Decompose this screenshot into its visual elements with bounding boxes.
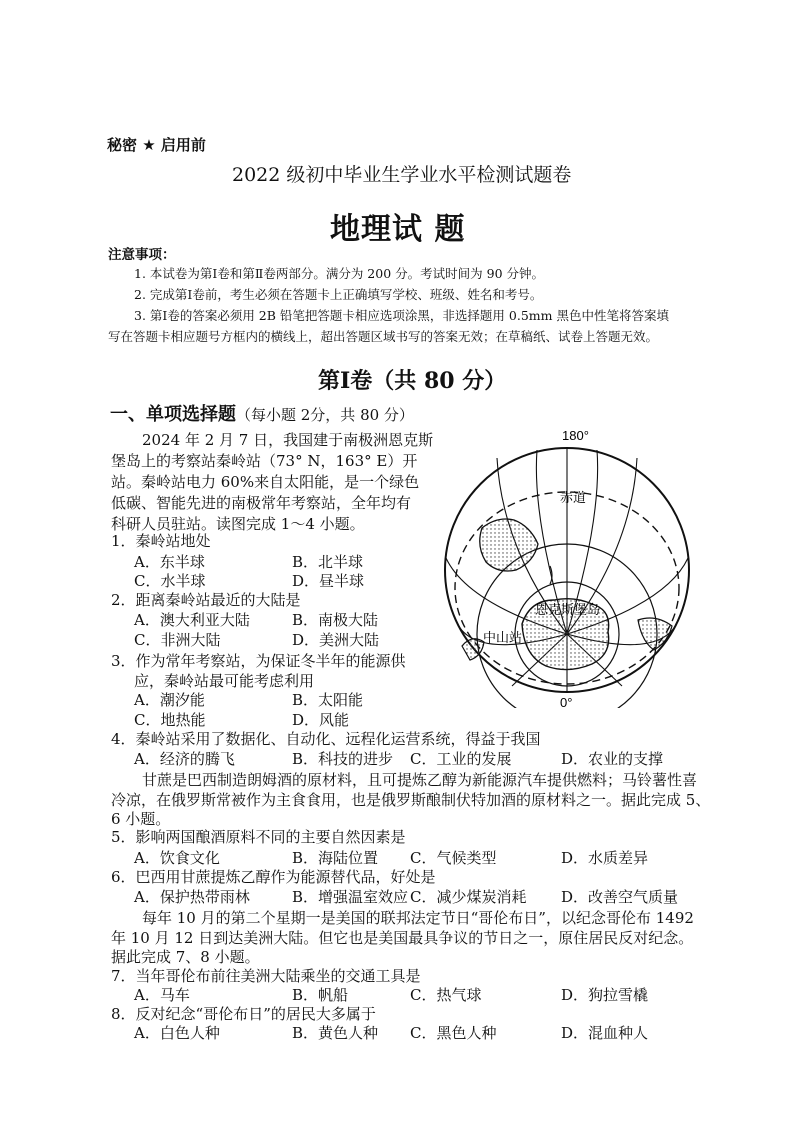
notice-item: 写在答题卡相应题号方框内的横线上，超出答题区域书写的答案无效；在草稿纸、试卷上答题无效。 [108, 329, 659, 344]
option-d: D．混血种人 [561, 1024, 649, 1042]
question-stem-cont: 应，秦岭站最可能考虑利用 [134, 672, 315, 690]
notice-heading: 注意事项： [108, 247, 176, 263]
option-d: D．昼半球 [292, 572, 365, 590]
label-zhongshan: 中山站 [483, 631, 523, 646]
section-note: （每小题 2分，共 80 分） [236, 406, 414, 424]
label-island: 恩克斯堡岛 [535, 603, 601, 618]
option-a: A．饮食文化 [134, 849, 220, 867]
notice-item: 3. 第Ⅰ卷的答案必须用 2B 铅笔把答题卡相应选项涂黑，非选择题用 0.5mm 黑色中性笔将答案填 [134, 308, 669, 323]
option-c: C．热气球 [410, 986, 482, 1004]
option-c: C．黑色人种 [410, 1024, 497, 1042]
option-d: D．美洲大陆 [292, 631, 380, 649]
question-stem: 5．影响两国酿酒原料不同的主要自然因素是 [111, 828, 406, 846]
question-stem: 6．巴西用甘蔗提炼乙醇作为能源替代品，好处是 [111, 868, 436, 886]
label-equator: 赤道 [560, 491, 587, 506]
option-d: D．风能 [292, 711, 350, 729]
notice-item: 1. 本试卷为第Ⅰ卷和第Ⅱ卷两部分。满分为 200 分。考试时间为 90 分钟。 [134, 266, 544, 281]
antarctic-globe-map [442, 428, 692, 708]
passage-line: 据此完成 7、8 小题。 [111, 948, 260, 966]
exam-title: 2022 级初中毕业生学业水平检测试题卷 [232, 164, 572, 186]
passage-line: 2024 年 2 月 7 日，我国建于南极洲恩克斯 [142, 431, 434, 449]
notice-item: 2. 完成第Ⅰ卷前，考生必须在答题卡上正确填写学校、班级、姓名和考号。 [134, 287, 543, 302]
passage-line: 年 10 月 12 日到达美洲大陆。但它也是美国最具争议的节日之一，原住居民反对纪念。 [111, 929, 694, 947]
question-stem: 2．距离秦岭站最近的大陆是 [111, 591, 301, 609]
option-c: C．减少煤炭消耗 [410, 888, 527, 906]
option-c: C．气候类型 [410, 849, 497, 867]
option-a: A．潮汐能 [134, 691, 205, 709]
passage-line: 6 小题。 [111, 810, 171, 828]
question-stem: 4．秦岭站采用了数据化、自动化、远程化运营系统，得益于我国 [111, 730, 541, 748]
passage-line: 科研人员驻站。读图完成 1～4 小题。 [111, 515, 365, 533]
subject-title: 地理试 题 [330, 212, 466, 247]
option-a: A．经济的腾飞 [134, 750, 235, 768]
option-d: D．改善空气质量 [561, 888, 679, 906]
option-d: D．农业的支撑 [561, 750, 664, 768]
passage-line: 冷凉，在俄罗斯常被作为主食食用，也是俄罗斯酿制伏特加酒的原材料之一。据此完成 5、 [111, 791, 711, 809]
question-stem: 7．当年哥伦布前往美洲大陆乘坐的交通工具是 [111, 967, 421, 985]
option-b: B．科技的进步 [292, 750, 394, 768]
option-b: B．增强温室效应 [292, 888, 409, 906]
section-heading [110, 400, 414, 426]
option-c: C．水半球 [134, 572, 206, 590]
option-b: B．帆船 [292, 986, 349, 1004]
option-c: C．地热能 [134, 711, 206, 729]
option-a: A．东半球 [134, 553, 205, 571]
question-stem: 8．反对纪念“哥伦布日”的居民大多属于 [111, 1005, 376, 1023]
label-180: 180° [562, 428, 589, 443]
option-c: C．非洲大陆 [134, 631, 221, 649]
passage-line: 甘蔗是巴西制造朗姆酒的原材料，且可提炼乙醇为新能源汽车提供燃料；马铃薯性喜 [142, 771, 698, 789]
option-a: A．澳大利亚大陆 [134, 611, 250, 629]
question-stem: 3．作为常年考察站，为保证冬半年的能源供 [111, 652, 406, 670]
section-label: 一、单项选择题 [110, 404, 236, 425]
passage-line: 站。秦岭站电力 60%来自太阳能，是一个绿色 [111, 473, 420, 491]
secret-mark: 秘密 ★ 启用前 [107, 136, 206, 154]
option-d: D．水质差异 [561, 849, 649, 867]
passage-line: 低碳、智能先进的南极常年考察站，全年均有 [111, 494, 412, 512]
option-b: B．海陆位置 [292, 849, 379, 867]
label-0: 0° [560, 695, 573, 708]
option-b: B．太阳能 [292, 691, 364, 709]
option-d: D．狗拉雪橇 [561, 986, 649, 1004]
option-a: A．保护热带雨林 [134, 888, 250, 906]
part-title: 第Ⅰ卷（共 80 分） [318, 368, 507, 394]
question-stem: 1．秦岭站地处 [111, 532, 211, 550]
passage-line: 堡岛上的考察站秦岭站（73° N，163° E）开 [111, 452, 418, 470]
passage-line: 每年 10 月的第二个星期一是美国的联邦法定节日“哥伦布日”，以纪念哥伦布 1492 [142, 909, 694, 927]
option-a: A．马车 [134, 986, 190, 1004]
option-b: B．黄色人种 [292, 1024, 379, 1042]
option-b: B．南极大陆 [292, 611, 379, 629]
option-a: A．白色人种 [134, 1024, 220, 1042]
option-b: B．北半球 [292, 553, 364, 571]
option-c: C．工业的发展 [410, 750, 512, 768]
